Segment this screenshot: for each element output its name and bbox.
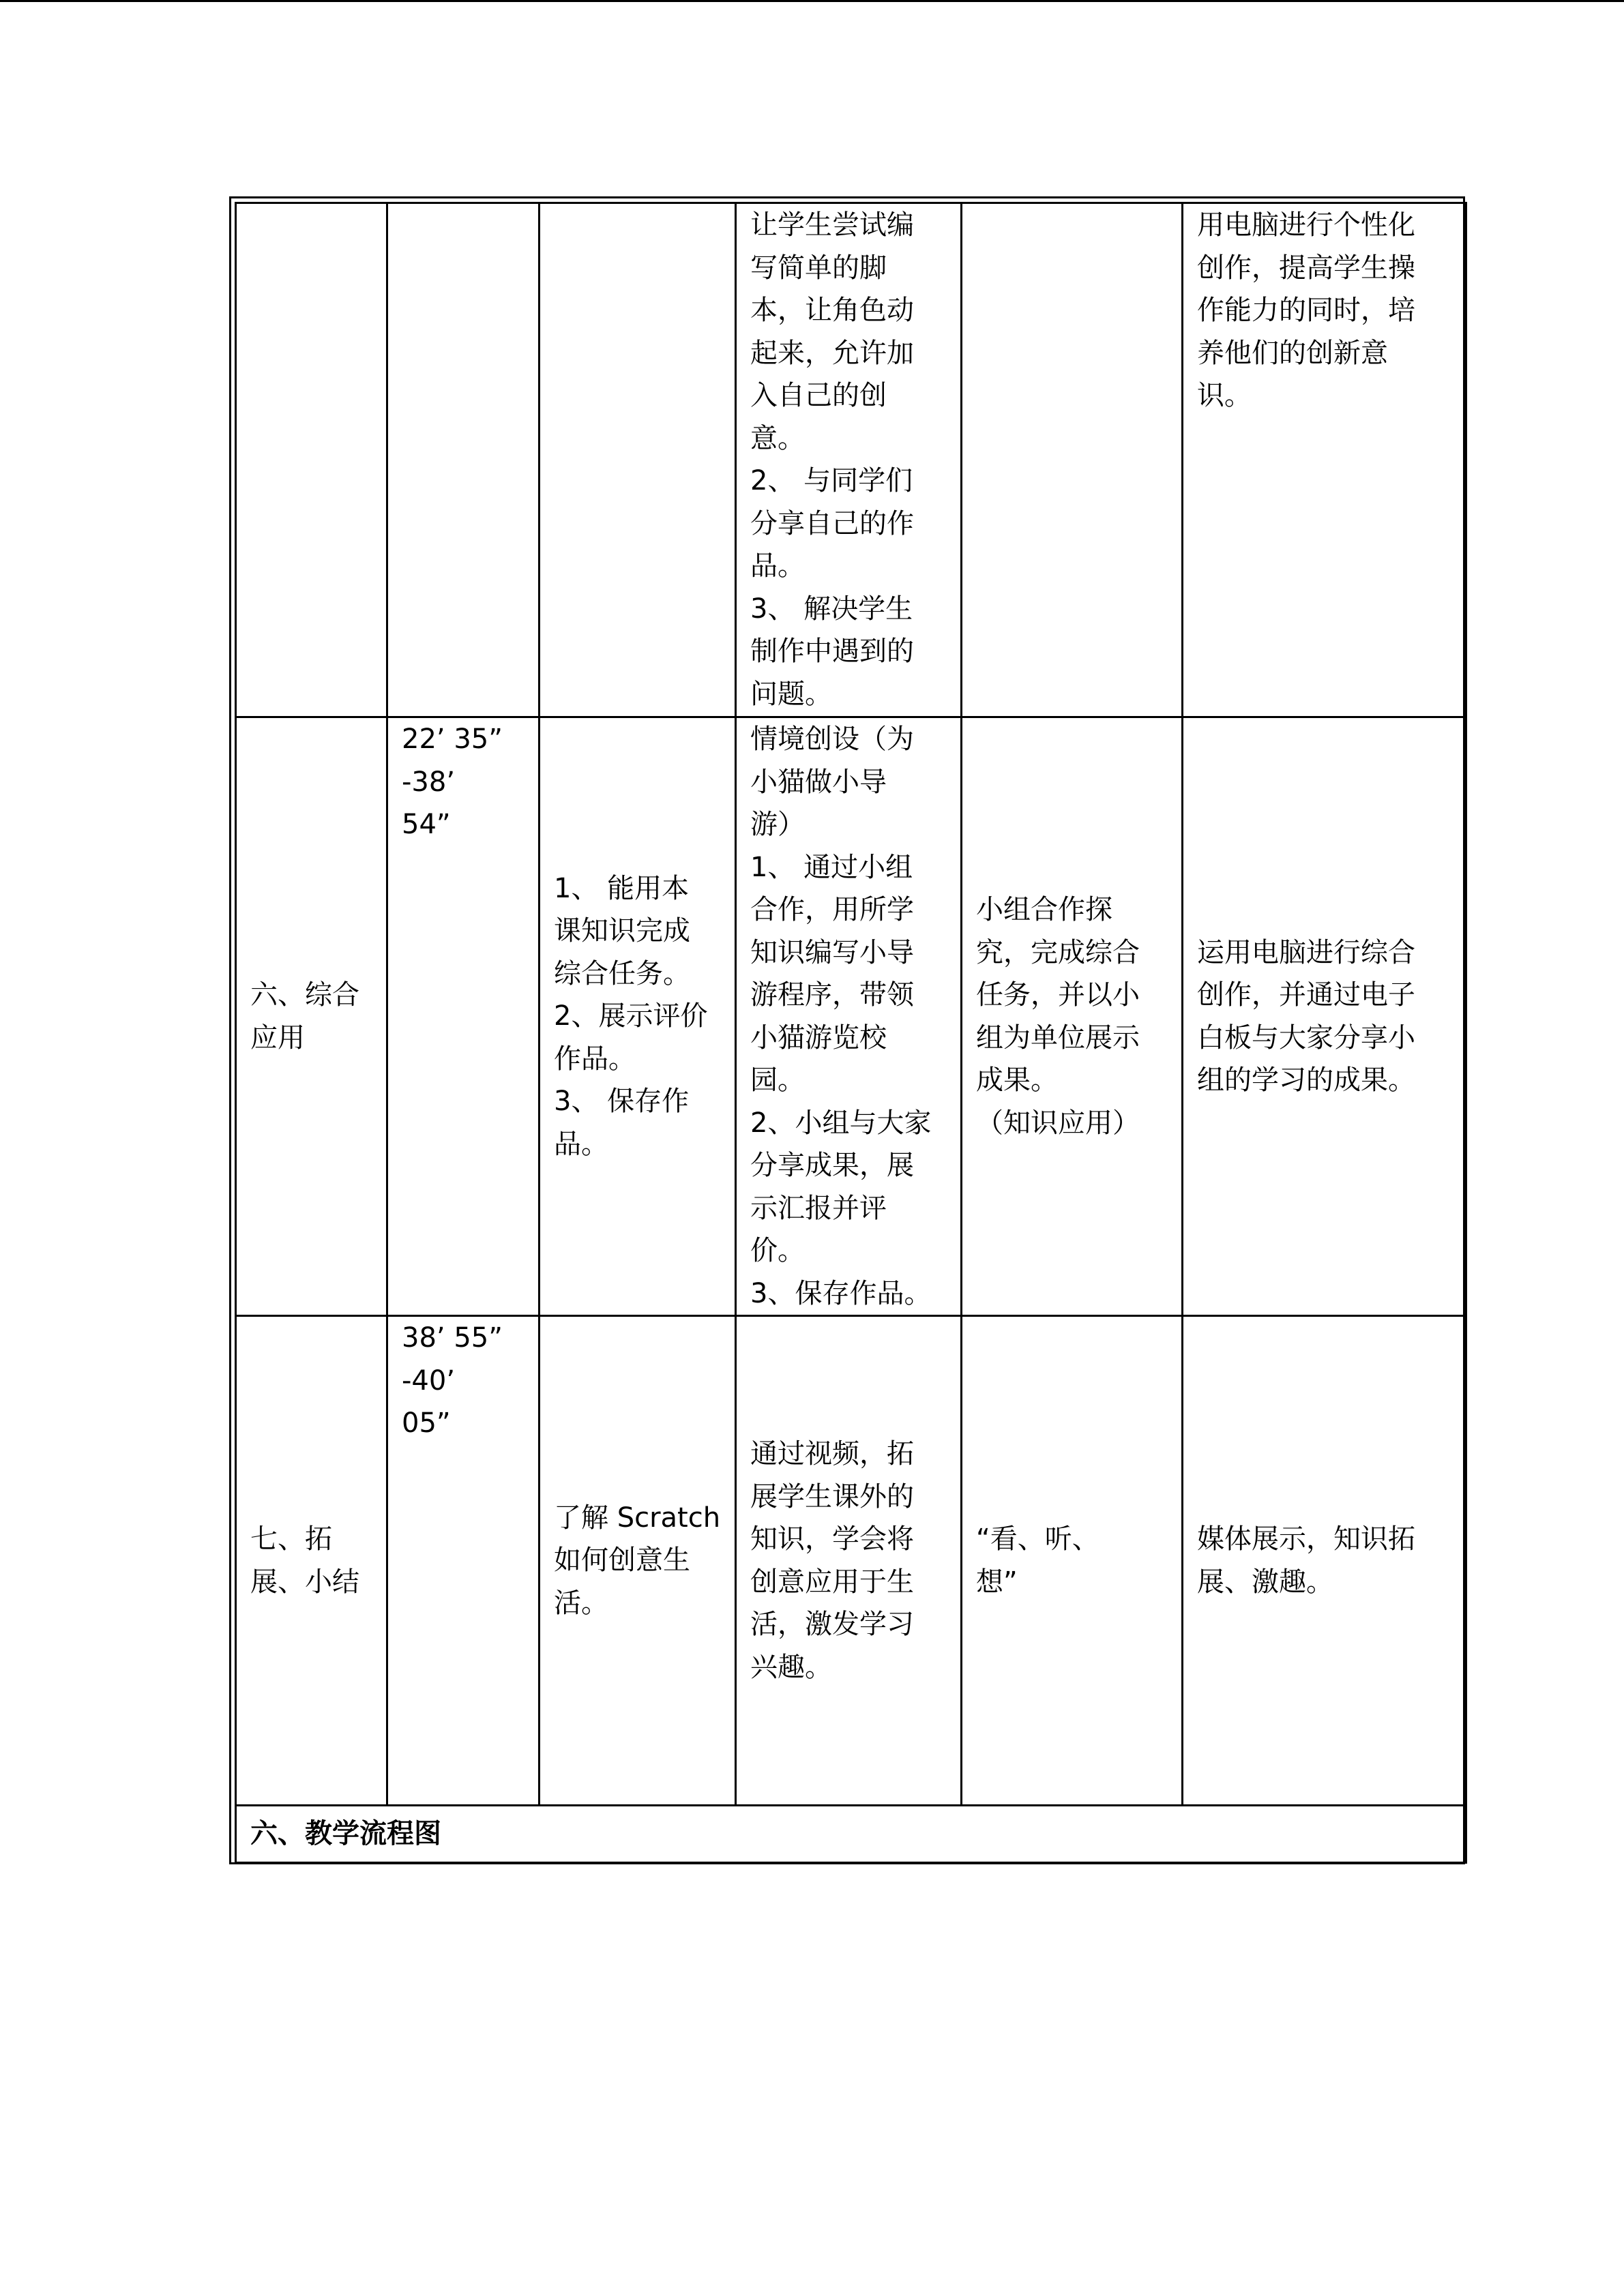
cell-line: 3、 保存作	[554, 1086, 690, 1118]
student-activity-cell	[962, 1316, 1183, 1806]
student-activity-text	[976, 889, 1168, 1144]
cell-line: 2、展示评价	[554, 1000, 708, 1032]
design-intent-cell	[1183, 203, 1466, 717]
cell-line: 如何创意生	[554, 1545, 690, 1577]
time-cell	[387, 1316, 540, 1806]
lesson-plan-table	[235, 202, 1467, 1864]
cell-line: 究，完成综合	[976, 936, 1140, 968]
cell-line: 制作中遇到的	[750, 636, 914, 667]
stage-text	[250, 1518, 372, 1603]
design-intent-cell	[1183, 1316, 1466, 1806]
cell-line: 让学生尝试编	[750, 209, 914, 241]
cell-line: 3、保存作品。	[750, 1277, 932, 1309]
cell-line: 起来，允许加	[750, 337, 914, 369]
design-intent-text	[1197, 1518, 1451, 1603]
teacher-activity-text	[750, 718, 947, 1315]
cell-line: 品。	[554, 1128, 608, 1160]
cell-line: 知识，学会将	[750, 1523, 914, 1555]
cell-line: 合作，用所学	[750, 894, 914, 925]
cell-line: 写简单的脚	[750, 252, 887, 284]
cell-line: 识。	[1197, 380, 1252, 411]
cell-line: 分享自己的作	[750, 507, 914, 539]
teacher-activity-cell	[736, 1316, 962, 1806]
cell-line: 游）	[750, 809, 805, 840]
lesson-plan-table-frame	[229, 196, 1465, 1864]
student-activity-cell	[962, 203, 1183, 717]
cell-line: 22’ 35”	[402, 724, 503, 755]
cell-line: 展、小结	[250, 1566, 359, 1598]
section-heading-cell	[236, 1806, 1466, 1863]
goal-text	[554, 867, 721, 1166]
goal-cell	[540, 717, 736, 1316]
cell-line: 知识编写小导	[750, 936, 914, 968]
student-activity-cell	[962, 717, 1183, 1316]
cell-line: （知识应用）	[976, 1107, 1140, 1139]
cell-line: 小猫游览校	[750, 1022, 887, 1054]
cell-line: 了解 Scratch	[554, 1502, 721, 1534]
teacher-activity-text	[750, 204, 947, 715]
cell-line: 展学生课外的	[750, 1480, 914, 1512]
cell-line: 应用	[250, 1022, 305, 1054]
cell-line: 2、小组与大家	[750, 1107, 932, 1139]
stage-cell	[236, 1316, 387, 1806]
cell-line: 园。	[750, 1064, 805, 1096]
cell-line: 问题。	[750, 678, 832, 710]
cell-line: 展、激趣。	[1197, 1566, 1333, 1598]
cell-line: 作品。	[554, 1043, 636, 1075]
time-cell	[387, 203, 540, 717]
cell-line: 兴趣。	[750, 1651, 832, 1683]
cell-line: 情境创设（为	[750, 724, 914, 755]
page-top-border	[0, 0, 1624, 2]
cell-line: 六、综合	[250, 979, 359, 1011]
cell-line: 小猫做小导	[750, 766, 887, 798]
student-activity-text	[976, 1518, 1168, 1603]
cell-line: 价。	[750, 1235, 805, 1266]
teacher-activity-cell	[736, 717, 962, 1316]
cell-line: 综合任务。	[554, 957, 690, 989]
cell-line: 组为单位展示	[976, 1022, 1140, 1054]
stage-text	[250, 974, 372, 1059]
cell-line: -40’	[402, 1365, 456, 1397]
cell-line: 1、 通过小组	[750, 851, 913, 883]
time-text	[402, 718, 525, 846]
table-row	[236, 203, 1466, 717]
cell-line: “看、听、	[976, 1523, 1099, 1555]
cell-line: 品。	[750, 550, 805, 582]
table-row	[236, 1806, 1466, 1863]
cell-line: 活，激发学习	[750, 1609, 914, 1640]
goal-text	[554, 1497, 721, 1625]
cell-line: 白板与大家分享小	[1197, 1022, 1415, 1054]
design-intent-text	[1197, 931, 1451, 1102]
cell-line: 分享成果，展	[750, 1150, 914, 1181]
cell-line: 用电脑进行个性化	[1197, 209, 1415, 241]
table-row	[236, 1316, 1466, 1806]
goal-cell	[540, 203, 736, 717]
cell-line: 入自己的创	[750, 380, 887, 411]
goal-cell	[540, 1316, 736, 1806]
stage-cell	[236, 717, 387, 1316]
cell-line: 创作，并通过电子	[1197, 979, 1415, 1011]
cell-line: 54”	[402, 809, 451, 840]
cell-line: 养他们的创新意	[1197, 337, 1388, 369]
cell-line: -38’	[402, 766, 456, 798]
cell-line: 课知识完成	[554, 915, 690, 947]
cell-line: 本，让角色动	[750, 295, 914, 326]
cell-line: 意。	[750, 422, 805, 454]
cell-line: 运用电脑进行综合	[1197, 936, 1415, 968]
cell-line: 05”	[402, 1407, 451, 1439]
cell-line: 创作，提高学生操	[1197, 252, 1415, 284]
cell-line: 通过视频，拓	[750, 1438, 914, 1470]
cell-line: 任务，并以小	[976, 979, 1140, 1011]
cell-line: 媒体展示，知识拓	[1197, 1523, 1415, 1555]
cell-line: 作能力的同时，培	[1197, 295, 1415, 326]
cell-line: 1、 能用本	[554, 872, 690, 904]
design-intent-cell	[1183, 717, 1466, 1316]
cell-line: 成果。	[976, 1064, 1058, 1096]
table-row	[236, 717, 1466, 1316]
teacher-activity-cell	[736, 203, 962, 717]
cell-line: 38’ 55”	[402, 1322, 503, 1354]
teacher-activity-text	[750, 1433, 947, 1688]
time-cell	[387, 717, 540, 1316]
time-text	[402, 1317, 525, 1445]
cell-line: 2、 与同学们	[750, 465, 913, 496]
cell-line: 活。	[554, 1587, 608, 1619]
stage-cell	[236, 203, 387, 717]
cell-line: 创意应用于生	[750, 1566, 914, 1598]
cell-line: 组的学习的成果。	[1197, 1064, 1415, 1096]
design-intent-text	[1197, 204, 1451, 417]
cell-line: 3、 解决学生	[750, 593, 913, 625]
cell-line: 游程序，带领	[750, 979, 914, 1011]
section-heading: 六、教学流程图	[250, 1818, 441, 1850]
cell-line: 小组合作探	[976, 894, 1112, 925]
cell-line: 七、拓	[250, 1523, 332, 1555]
cell-line: 想”	[976, 1566, 1018, 1598]
cell-line: 示汇报并评	[750, 1192, 887, 1224]
